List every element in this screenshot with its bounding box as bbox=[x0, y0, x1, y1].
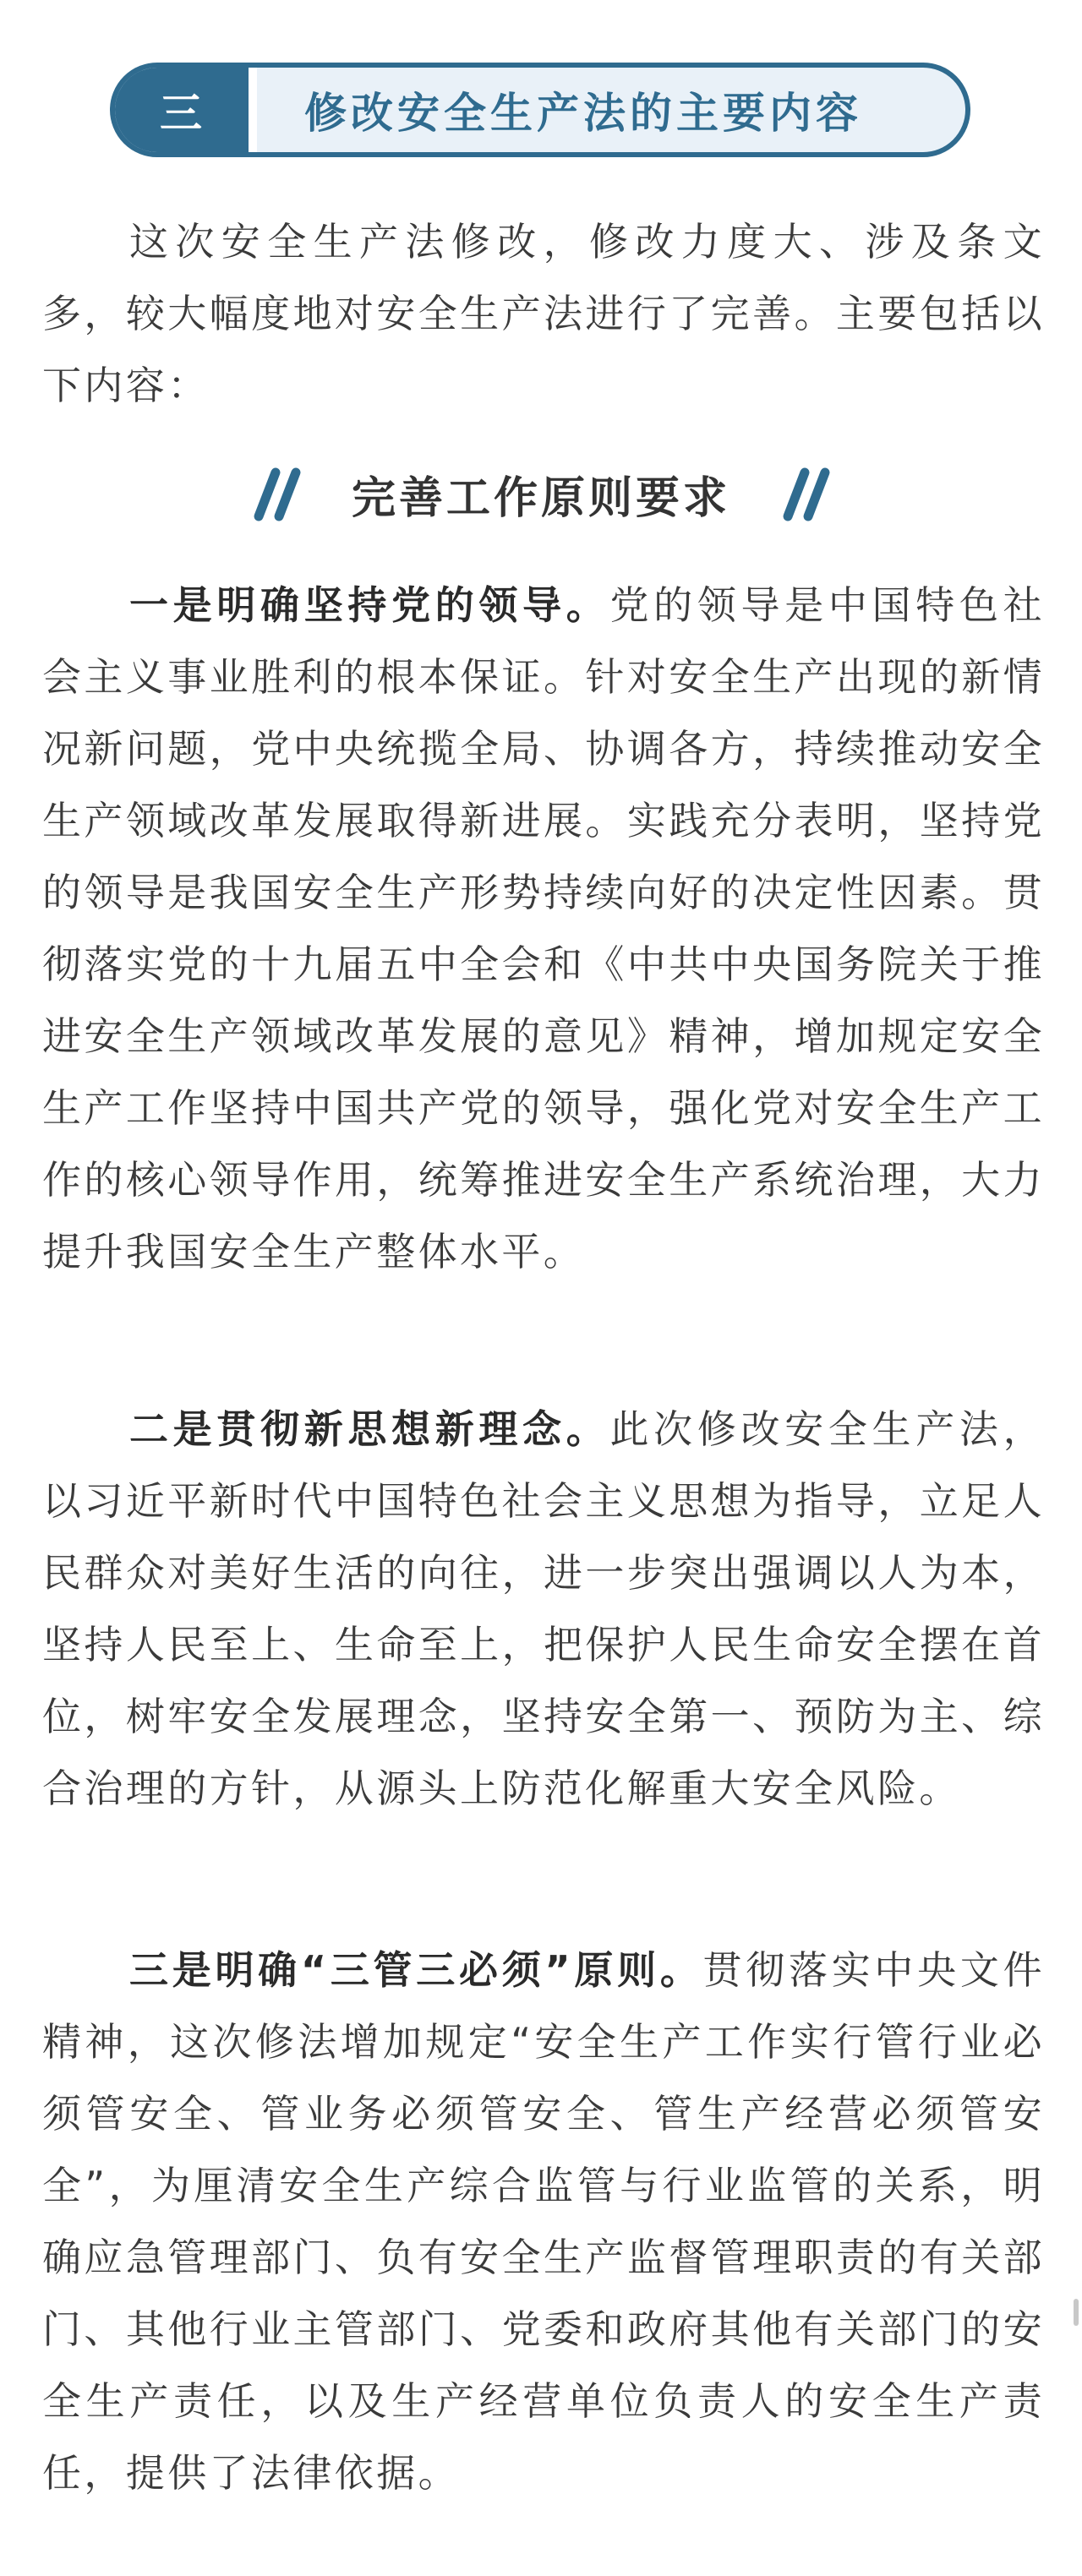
item-paragraph-2 bbox=[42, 1394, 1045, 1825]
item-paragraph-3 bbox=[42, 1935, 1045, 2509]
subheading bbox=[0, 460, 1082, 527]
item-lead: 二是贯彻新思想新理念。 bbox=[129, 1406, 610, 1452]
intro-text: 这次安全生产法修改，修改力度大、涉及条文多，较大幅度地对安全生产法进行了完善。主要包括以下内容： bbox=[42, 219, 1045, 408]
item-lead: 一是明确坚持党的领导。 bbox=[129, 582, 610, 628]
double-slash-icon bbox=[776, 464, 835, 523]
item-body: 此次修改安全生产法，以习近平新时代中国特色社会主义思想为指导，立足人民群众对美好生活的向往，进一步突出强调以人为本，坚持人民至上、生命至上，把保护人民生命安全摆在首位，树牢安全发展理念，坚持安全第一、预防为主、综合治理的方针，从源头上防范化解重大安全风险。 bbox=[42, 1406, 1046, 1811]
intro-paragraph bbox=[42, 206, 1045, 422]
scrollbar-thumb[interactable] bbox=[1074, 2299, 1079, 2326]
double-slash-icon bbox=[247, 464, 306, 523]
banner-divider bbox=[249, 68, 257, 152]
section-title: 修改安全生产法的主要内容 bbox=[304, 89, 862, 138]
section-header-banner bbox=[110, 63, 970, 157]
subheading-title: 完善工作原则要求 bbox=[351, 472, 730, 524]
item-lead: 三是明确“三管三必须”原则。 bbox=[129, 1947, 703, 1993]
item-body: 贯彻落实中央文件精神，这次修法增加规定“安全生产工作实行管行业必须管安全、管业务必须管安全、管生产经营必须管安全”，为厘清安全生产综合监管与行业监管的关系，明确应急管理部门、负有安全生产监督管理职责的有关部门、其他行业主管部门、党委和政府其他有关部门的安全生产责任，以及生产经营单位负责人的安全生产责任，提供了法律依据。 bbox=[42, 1947, 1045, 2496]
section-number: 三 bbox=[115, 68, 249, 152]
item-body: 党的领导是中国特色社会主义事业胜利的根本保证。针对安全生产出现的新情况新问题，党中央统揽全局、协调各方，持续推动安全生产领域改革发展取得新进展。实践充分表明，坚持党的领导是我国安全生产形势持续向好的决定性因素。贯彻落实党的十九届五中全会和《中共中央国务院关于推进安全生产领域改革发展的意见》精神，增加规定安全生产工作坚持中国共产党的领导，强化党对安全生产工作的核心领导作用，统筹推进安全生产系统治理，大力提升我国安全生产整体水平。 bbox=[42, 582, 1046, 1274]
item-paragraph-1 bbox=[42, 570, 1045, 1288]
